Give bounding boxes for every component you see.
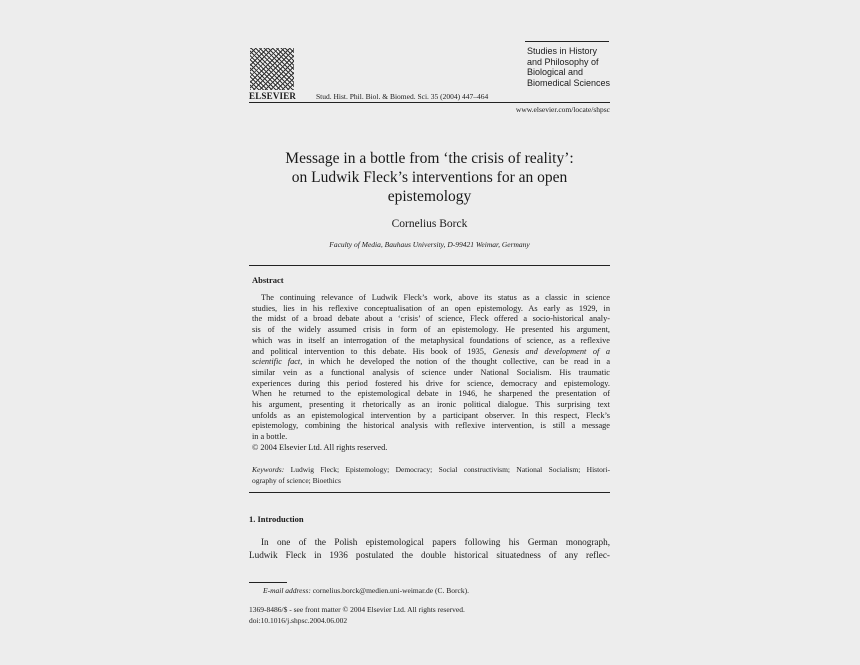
keywords-line	[252, 465, 610, 476]
journal-title-line: Studies in History	[527, 46, 598, 56]
journal-title-line: Biological and	[527, 67, 584, 77]
keywords-label: Keywords:	[252, 465, 285, 474]
footer	[249, 605, 465, 626]
keywords-text: Ludwig Fleck; Epistemology; Democracy; Social constructivism; National Socialism; Histori-	[290, 465, 610, 474]
elsevier-logo	[249, 48, 297, 100]
abstract-line: similar vein as a functional analysis of science under National Socialism. His traumatic	[252, 367, 610, 377]
footnote-rule	[249, 582, 287, 583]
abstract-line: the midst of a broad debate about a ‘crisis’ of science, Fleck offered a socio-historical analy-	[252, 314, 610, 324]
body-line: In one of the Polish epistemological papers following his German monograph,	[261, 537, 610, 547]
journal-title-line: Biomedical Sciences	[527, 77, 611, 88]
section-heading-introduction: 1. Introduction	[249, 514, 304, 524]
journal-title-line: and Philosophy of	[527, 56, 599, 67]
abstract-copyright: © 2004 Elsevier Ltd. All rights reserved.	[252, 442, 388, 452]
paper-title-line: epistemology	[387, 188, 472, 205]
abstract-line	[252, 357, 610, 368]
abstract-line-text: and political intervention to this debate. His book of 1935,	[252, 346, 487, 356]
abstract-line: epistemology, combining the historical analysis with reflexive intervention, is still a message	[252, 421, 610, 431]
abstract-line: his argument, presenting it rhetorically as an ironic political dialogue. This surprising text	[252, 400, 610, 410]
abstract-body	[252, 293, 610, 454]
footnote-label: E-mail address:	[263, 586, 311, 595]
paper-title-line: on Ludwik Fleck’s interventions for an open	[291, 169, 568, 186]
header-rule	[249, 102, 610, 103]
tree-icon	[250, 48, 294, 90]
footnote-text[interactable]: cornelius.borck@medien.uni-weimar.de (C. Borck).	[312, 586, 469, 595]
author-affiliation: Faculty of Media, Bauhaus University, D-99421 Weimar, Germany	[329, 240, 530, 249]
abstract-line: in a bottle.	[252, 432, 288, 442]
abstract-heading: Abstract	[252, 275, 284, 285]
journal-title-rule	[525, 41, 609, 42]
abstract-line: The continuing relevance of Ludwik Fleck’s work, above its status as a classic in science	[261, 293, 610, 302]
footer-doi[interactable]: doi:10.1016/j.shpsc.2004.06.002	[249, 615, 348, 625]
abstract-bottom-rule	[249, 492, 610, 493]
author-name: Cornelius Borck	[391, 218, 468, 230]
abstract-line: experiences during this period fostered his drive for science, democracy and epistemology.	[252, 378, 610, 388]
abstract-line: which was in itself an interrogation of the metaphysical foundations of science, as a reflexive	[252, 335, 610, 345]
journal-url[interactable]: www.elsevier.com/locate/shpsc	[515, 105, 610, 114]
abstract-line: When he returned to the epistemological debate in 1946, he sharpened the presentation of	[252, 389, 610, 399]
paper-title	[249, 149, 610, 206]
footnote-email	[263, 586, 469, 595]
abstract-line-text: , in which he developed the notion of the thought collective, can be read in a	[300, 357, 610, 367]
abstract-line	[252, 347, 610, 358]
keywords-line: ography of science; Bioethics	[252, 475, 341, 485]
abstract-line: unfolds as an epistemological intervention by a participant observer. In this respect, Fleck’s	[252, 410, 610, 420]
introduction-body	[249, 536, 610, 562]
abstract-line: studies, lies in his reflexive conceptualisation of an open epistemology. As early as 1929, in	[252, 303, 610, 313]
abstract-line: sis of the widely assumed crisis in form of an epistemology. He presented his argument,	[252, 325, 610, 335]
abstract-top-rule	[249, 265, 610, 266]
book-title-italic: Genesis and development of a	[492, 346, 610, 356]
journal-title	[527, 46, 617, 88]
journal-reference: Stud. Hist. Phil. Biol. & Biomed. Sci. 35 (2004) 447–464	[316, 92, 489, 101]
body-line: Ludwik Fleck in 1936 postulated the double historical situatedness of any reflec-	[249, 550, 610, 560]
footer-issn: 1369-8486/$ - see front matter © 2004 Elsevier Ltd. All rights reserved.	[249, 605, 465, 614]
paper-title-line: Message in a bottle from ‘the crisis of reality’:	[285, 150, 574, 167]
publisher-name: ELSEVIER	[249, 91, 297, 101]
keywords	[252, 465, 610, 486]
book-title-italic-cont: scientific fact	[252, 357, 301, 367]
